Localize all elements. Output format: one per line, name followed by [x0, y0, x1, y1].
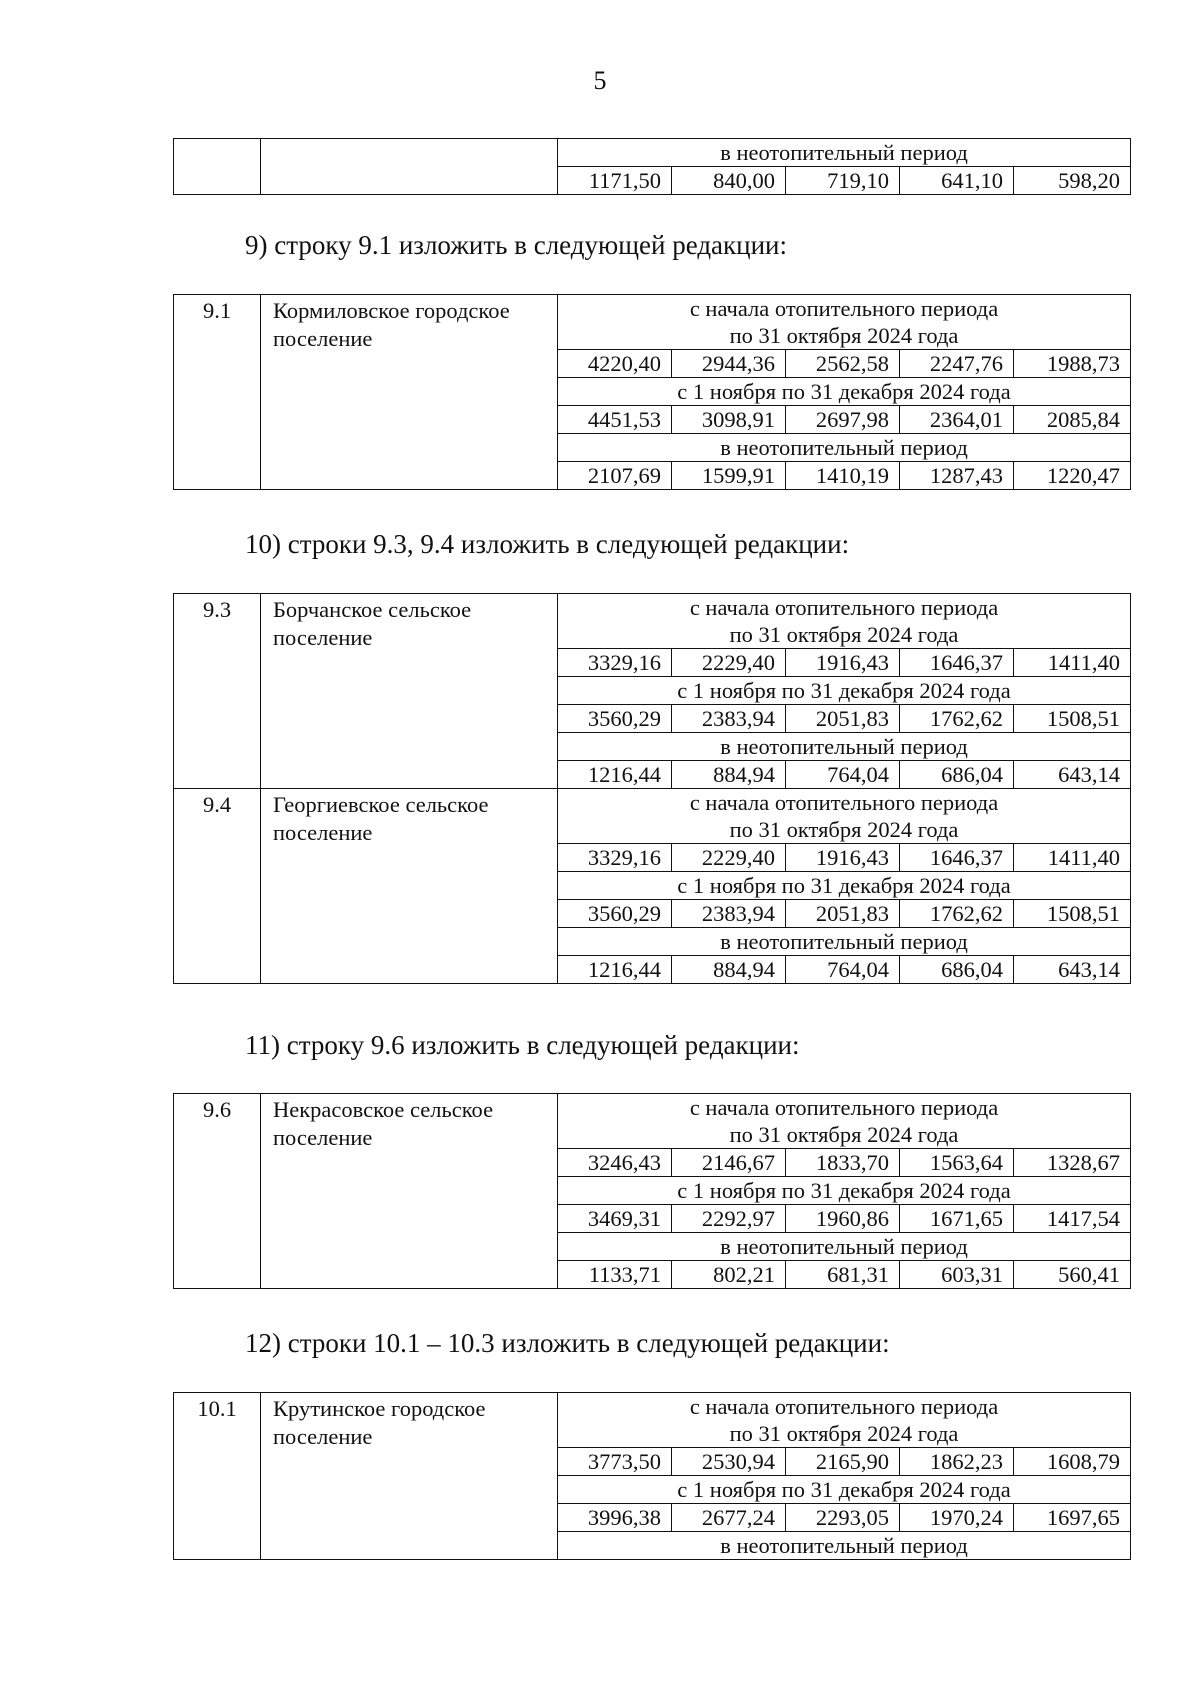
value-cell: 686,04	[900, 761, 1014, 789]
value-cell: 1417,54	[1014, 1205, 1131, 1233]
period-header-line: по 31 октября 2024 года	[729, 1421, 959, 1446]
value-cell: 1216,44	[558, 956, 672, 984]
period-header	[558, 789, 1131, 844]
value-cell: 1697,65	[1014, 1504, 1131, 1532]
value-cell: 2697,98	[786, 406, 900, 434]
value-cell: 3098,91	[672, 406, 786, 434]
value-cell: 719,10	[786, 167, 900, 195]
value-cell: 2051,83	[786, 705, 900, 733]
settlement-name: Борчанское сельское поселение	[261, 594, 558, 789]
period-header: в неотопительный период	[558, 139, 1131, 167]
top-fragment-table	[173, 138, 1131, 195]
value-cell: 2107,69	[558, 462, 672, 490]
value-cell: 1960,86	[786, 1205, 900, 1233]
period-header-line: с начала отопительного периода	[689, 296, 999, 321]
value-cell: 681,31	[786, 1261, 900, 1289]
value-cell: 643,14	[1014, 761, 1131, 789]
settlement-name: Кормиловское городское поселение	[261, 295, 558, 490]
value-cell: 598,20	[1014, 167, 1131, 195]
value-cell: 2292,97	[672, 1205, 786, 1233]
value-cell: 2229,40	[672, 844, 786, 872]
row-index: 9.3	[174, 594, 261, 789]
value-cell: 2229,40	[672, 649, 786, 677]
period-header-line: с 1 ноября по 31 декабря 2024 года	[677, 1178, 1011, 1203]
period-header-line: с начала отопительного периода	[689, 1394, 999, 1419]
value-cell: 1411,40	[1014, 844, 1131, 872]
value-cell: 1762,62	[900, 705, 1014, 733]
period-header	[558, 1177, 1131, 1205]
value-cell: 1171,50	[558, 167, 672, 195]
section-heading: 11) строку 9.6 изложить в следующей редакции:	[245, 1030, 800, 1060]
value-cell: 1608,79	[1014, 1448, 1131, 1476]
period-header-line: с начала отопительного периода	[689, 595, 999, 620]
value-cell: 603,31	[900, 1261, 1014, 1289]
section-heading: 10) строки 9.3, 9.4 изложить в следующей редакции:	[245, 529, 850, 559]
period-header	[558, 378, 1131, 406]
value-cell: 2165,90	[786, 1448, 900, 1476]
period-header-line: с 1 ноября по 31 декабря 2024 года	[677, 873, 1011, 898]
page-number: 5	[593, 66, 607, 95]
value-cell: 2146,67	[672, 1149, 786, 1177]
settlement-name: Некрасовское сельское поселение	[261, 1094, 558, 1289]
value-cell: 4451,53	[558, 406, 672, 434]
period-header-line: с начала отопительного периода	[689, 1095, 999, 1120]
value-cell: 1988,73	[1014, 350, 1131, 378]
period-header	[558, 677, 1131, 705]
period-header-line: в неотопительный период	[720, 1234, 968, 1259]
section-heading: 9) строку 9.1 изложить в следующей редакции:	[245, 230, 788, 260]
value-cell: 2944,36	[672, 350, 786, 378]
value-cell: 4220,40	[558, 350, 672, 378]
row-index: 10.1	[174, 1393, 261, 1560]
value-cell: 1411,40	[1014, 649, 1131, 677]
index-cell	[174, 139, 261, 195]
row-index: 9.6	[174, 1094, 261, 1289]
period-header-line: в неотопительный период	[720, 929, 968, 954]
value-cell: 3469,31	[558, 1205, 672, 1233]
tariff-table	[173, 1392, 1131, 1560]
value-cell: 1916,43	[786, 649, 900, 677]
value-cell: 686,04	[900, 956, 1014, 984]
value-cell: 1328,67	[1014, 1149, 1131, 1177]
value-cell: 2677,24	[672, 1504, 786, 1532]
tariff-table	[173, 294, 1131, 490]
period-header-line: по 31 октября 2024 года	[729, 622, 959, 647]
value-cell: 1762,62	[900, 900, 1014, 928]
period-header-line: с 1 ноября по 31 декабря 2024 года	[677, 678, 1011, 703]
period-header-line: с начала отопительного периода	[689, 790, 999, 815]
value-cell: 840,00	[672, 167, 786, 195]
value-cell: 1508,51	[1014, 705, 1131, 733]
value-cell: 2364,01	[900, 406, 1014, 434]
period-header-line: в неотопительный период	[720, 435, 968, 460]
value-cell: 3246,43	[558, 1149, 672, 1177]
value-cell: 560,41	[1014, 1261, 1131, 1289]
tariff-table	[173, 1093, 1131, 1289]
value-cell: 802,21	[672, 1261, 786, 1289]
value-cell: 1646,37	[900, 649, 1014, 677]
value-cell: 1833,70	[786, 1149, 900, 1177]
value-cell: 3560,29	[558, 900, 672, 928]
section-heading: 12) строки 10.1 – 10.3 изложить в следующей редакции:	[245, 1328, 890, 1358]
value-cell: 1646,37	[900, 844, 1014, 872]
value-cell: 764,04	[786, 956, 900, 984]
value-cell: 2051,83	[786, 900, 900, 928]
period-header	[558, 434, 1131, 462]
period-header	[558, 1532, 1131, 1560]
value-cell: 1287,43	[900, 462, 1014, 490]
period-header	[558, 928, 1131, 956]
value-cell: 3329,16	[558, 844, 672, 872]
period-header-line: с 1 ноября по 31 декабря 2024 года	[677, 1477, 1011, 1502]
value-cell: 1216,44	[558, 761, 672, 789]
period-header-line: по 31 октября 2024 года	[729, 1122, 959, 1147]
value-cell: 3996,38	[558, 1504, 672, 1532]
value-cell: 1862,23	[900, 1448, 1014, 1476]
value-cell: 1671,65	[900, 1205, 1014, 1233]
value-cell: 2383,94	[672, 705, 786, 733]
row-index: 9.4	[174, 789, 261, 984]
value-cell: 641,10	[900, 167, 1014, 195]
period-header-line: в неотопительный период	[720, 1533, 968, 1558]
period-header	[558, 1233, 1131, 1261]
period-header	[558, 295, 1131, 350]
period-header	[558, 594, 1131, 649]
value-cell: 2383,94	[672, 900, 786, 928]
value-cell: 2293,05	[786, 1504, 900, 1532]
value-cell: 884,94	[672, 761, 786, 789]
value-cell: 764,04	[786, 761, 900, 789]
settlement-name: Георгиевское сельское поселение	[261, 789, 558, 984]
value-cell: 1220,47	[1014, 462, 1131, 490]
row-index: 9.1	[174, 295, 261, 490]
value-cell: 643,14	[1014, 956, 1131, 984]
period-header-line: с 1 ноября по 31 декабря 2024 года	[677, 379, 1011, 404]
value-cell: 2562,58	[786, 350, 900, 378]
period-header	[558, 1094, 1131, 1149]
value-cell: 1916,43	[786, 844, 900, 872]
tariff-table	[173, 593, 1131, 984]
period-header	[558, 733, 1131, 761]
value-cell: 3560,29	[558, 705, 672, 733]
value-cell: 1508,51	[1014, 900, 1131, 928]
value-cell: 1599,91	[672, 462, 786, 490]
value-cell: 3329,16	[558, 649, 672, 677]
settlement-name: Крутинское городское поселение	[261, 1393, 558, 1560]
period-header	[558, 1476, 1131, 1504]
period-header	[558, 872, 1131, 900]
value-cell: 3773,50	[558, 1448, 672, 1476]
value-cell: 1563,64	[900, 1149, 1014, 1177]
name-cell	[261, 139, 558, 195]
value-cell: 2530,94	[672, 1448, 786, 1476]
value-cell: 2247,76	[900, 350, 1014, 378]
period-header-line: по 31 октября 2024 года	[729, 323, 959, 348]
period-header-line: в неотопительный период	[720, 734, 968, 759]
period-header	[558, 1393, 1131, 1448]
value-cell: 1133,71	[558, 1261, 672, 1289]
value-cell: 1970,24	[900, 1504, 1014, 1532]
value-cell: 1410,19	[786, 462, 900, 490]
period-header-line: по 31 октября 2024 года	[729, 817, 959, 842]
value-cell: 2085,84	[1014, 406, 1131, 434]
value-cell: 884,94	[672, 956, 786, 984]
